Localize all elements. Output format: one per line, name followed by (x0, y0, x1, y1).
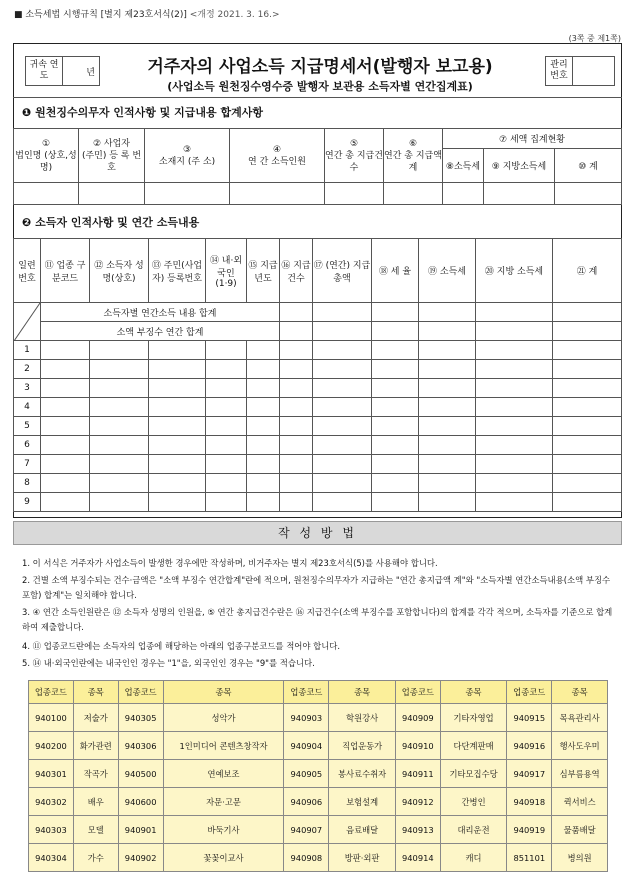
row-number: 5 (14, 417, 41, 436)
row-number: 9 (14, 493, 41, 512)
row-input[interactable] (419, 455, 476, 474)
row-input[interactable] (476, 360, 553, 379)
row-input[interactable] (280, 455, 313, 474)
code-category: 행사도우미 (552, 732, 608, 760)
row-input[interactable] (280, 474, 313, 493)
code-category: 보험설계 (329, 788, 396, 816)
s2-col-name: ⑫ 소득자 성명(상호) (90, 239, 149, 303)
row-input[interactable] (149, 341, 206, 360)
row-input[interactable] (553, 398, 622, 417)
row-input[interactable] (247, 493, 280, 512)
form-title: 거주자의 사업소득 지급명세서(발행자 보고용) (147, 57, 493, 77)
s2-col-income-tax: ⑲ 소득세 (419, 239, 476, 303)
row-input[interactable] (553, 417, 622, 436)
row-input[interactable] (372, 379, 419, 398)
income-row (14, 455, 622, 474)
row-number: 7 (14, 455, 41, 474)
code-category: 저술가 (73, 704, 118, 732)
row-input[interactable] (247, 360, 280, 379)
year-input[interactable]: 년 (63, 57, 100, 86)
code-row (29, 844, 608, 872)
s2-small-sum-label: 소액 부징수 연간 합계 (41, 322, 280, 341)
code-value: 940902 (118, 844, 163, 872)
row-input[interactable] (41, 474, 90, 493)
code-value: 940303 (29, 816, 74, 844)
row-input[interactable] (372, 360, 419, 379)
row-input[interactable] (90, 341, 149, 360)
row-input[interactable] (313, 493, 372, 512)
revision-text: <개정 2021. 3. 16.> (189, 10, 280, 20)
row-input[interactable] (280, 398, 313, 417)
code-value: 940909 (395, 704, 440, 732)
code-value: 940302 (29, 788, 74, 816)
row-input[interactable] (476, 379, 553, 398)
row-input[interactable] (206, 341, 247, 360)
s1-input[interactable] (555, 183, 622, 205)
code-header-cell: 종목 (73, 681, 118, 704)
code-category: 봉사료수취자 (329, 760, 396, 788)
code-value: 940304 (29, 844, 74, 872)
row-input[interactable] (41, 398, 90, 417)
s2-col-serial: 일련 번호 (14, 239, 41, 303)
s1-input[interactable] (79, 183, 145, 205)
row-input[interactable] (247, 341, 280, 360)
s1-col-6: ⑥ 연간 총 지급액 계 (384, 129, 443, 183)
code-value: 851101 (507, 844, 552, 872)
code-value: 940906 (284, 788, 329, 816)
code-category: 바둑기사 (163, 816, 284, 844)
code-header-cell: 업종코드 (118, 681, 163, 704)
code-category: 음료배달 (329, 816, 396, 844)
s2-col-total: ⑰ (연간) 지급총액 (313, 239, 372, 303)
row-input[interactable] (149, 398, 206, 417)
code-category: 자문·고문 (163, 788, 284, 816)
s2-col-id: ⑬ 주민(사업자) 등록번호 (149, 239, 206, 303)
management-number-box (545, 56, 615, 86)
s1-col-3: ③ 소재지 (주 소) (145, 129, 230, 183)
row-input[interactable] (41, 436, 90, 455)
row-input[interactable] (149, 493, 206, 512)
row-input[interactable] (313, 474, 372, 493)
page-indicator: (3쪽 중 제1쪽) (568, 34, 621, 43)
row-input[interactable] (419, 398, 476, 417)
s2-col-nationality: ⑭ 내·외국인 (1·9) (206, 239, 247, 303)
row-input[interactable] (206, 455, 247, 474)
code-category: 심부름용역 (552, 760, 608, 788)
code-row (29, 704, 608, 732)
row-input[interactable] (280, 417, 313, 436)
row-input[interactable] (372, 417, 419, 436)
row-input[interactable] (476, 493, 553, 512)
code-value: 940903 (284, 704, 329, 732)
row-input[interactable] (90, 474, 149, 493)
row-input[interactable] (280, 360, 313, 379)
row-input[interactable] (90, 417, 149, 436)
code-value: 940905 (284, 760, 329, 788)
code-category: 학원강사 (329, 704, 396, 732)
s2-col-biz-code: ⑪ 업종 구분코드 (41, 239, 90, 303)
mgmt-input[interactable] (573, 57, 615, 86)
row-input[interactable] (90, 360, 149, 379)
guide-note-4: 4. ⑪ 업종코드란에는 소득자의 업종에 해당하는 아래의 업종구분코드를 적어야 합니다. (22, 641, 341, 651)
row-number: 8 (14, 474, 41, 493)
code-value: 940301 (29, 760, 74, 788)
code-row (29, 760, 608, 788)
guide-note-1: 1. 이 서식은 거주자가 사업소득이 발생한 경우에만 작성하며, 비거주자는 별지 제23호서식(5)를 사용해야 합니다. (22, 558, 438, 568)
row-input[interactable] (553, 474, 622, 493)
row-input[interactable] (372, 398, 419, 417)
row-input[interactable] (419, 436, 476, 455)
code-header-cell: 업종코드 (507, 681, 552, 704)
row-input[interactable] (90, 455, 149, 474)
s1-tax-group: ⑦ 세액 집계현황 (443, 129, 622, 149)
code-header-cell: 종목 (552, 681, 608, 704)
row-input[interactable] (280, 493, 313, 512)
row-input[interactable] (419, 379, 476, 398)
row-input[interactable] (476, 474, 553, 493)
row-input[interactable] (149, 436, 206, 455)
row-input[interactable] (149, 417, 206, 436)
section2-title: ❷ 소득자 인적사항 및 연간 소득내용 (22, 216, 200, 229)
code-category: 간병인 (440, 788, 507, 816)
code-value: 940305 (118, 704, 163, 732)
code-category: 직업운동가 (329, 732, 396, 760)
row-input[interactable] (247, 398, 280, 417)
code-category: 1인미디어 콘텐츠창작자 (163, 732, 284, 760)
code-row (29, 788, 608, 816)
business-code-table (28, 680, 608, 872)
row-input[interactable] (149, 379, 206, 398)
code-header-cell: 업종코드 (284, 681, 329, 704)
row-input[interactable] (280, 436, 313, 455)
row-input[interactable] (149, 360, 206, 379)
row-input[interactable] (372, 436, 419, 455)
row-input[interactable] (280, 379, 313, 398)
income-row (14, 341, 622, 360)
code-value: 940917 (507, 760, 552, 788)
row-input[interactable] (41, 493, 90, 512)
row-input[interactable] (247, 417, 280, 436)
row-input[interactable] (372, 341, 419, 360)
row-number: 6 (14, 436, 41, 455)
row-input[interactable] (553, 436, 622, 455)
row-input[interactable] (41, 360, 90, 379)
code-category: 꽃꽂이교사 (163, 844, 284, 872)
s1-col-2: ② 사업자 (주민) 등 록 번 호 (79, 129, 145, 183)
code-category: 가수 (73, 844, 118, 872)
row-input[interactable] (247, 474, 280, 493)
code-value: 940910 (395, 732, 440, 760)
s2-sum-row-label: 소득자별 연간소득 내용 합계 (41, 303, 280, 322)
s1-col-5: ⑤ 연간 총 지급건수 (325, 129, 384, 183)
code-category: 다단계판매 (440, 732, 507, 760)
code-row (29, 732, 608, 760)
row-input[interactable] (313, 398, 372, 417)
row-input[interactable] (206, 360, 247, 379)
guide-note-2: 2. 건별 소액 부징수되는 건수·금액은 "소액 부징수 연간합계"란에 적으며, 원천징수의무자가 지급하는 "연간 총지급액 계"와 "소득자별 연간소득내용(소액 부징수 포함) 합계"는 일치해야 합니다. (22, 575, 611, 600)
section2-table (13, 238, 622, 512)
code-category: 연예보조 (163, 760, 284, 788)
row-input[interactable] (247, 455, 280, 474)
row-input[interactable] (313, 379, 372, 398)
s2-col-year: ⑮ 지급 년도 (247, 239, 280, 303)
row-input[interactable] (41, 341, 90, 360)
code-header-cell: 업종코드 (395, 681, 440, 704)
code-value: 940907 (284, 816, 329, 844)
row-input[interactable] (372, 474, 419, 493)
form-law-reference (14, 7, 279, 20)
row-input[interactable] (206, 398, 247, 417)
s1-input[interactable] (325, 183, 384, 205)
code-value: 940912 (395, 788, 440, 816)
diagonal-line (14, 303, 40, 341)
row-input[interactable] (419, 417, 476, 436)
row-input[interactable] (476, 398, 553, 417)
code-category: 작곡가 (73, 760, 118, 788)
s2-col-local-tax: ⑳ 지방 소득세 (476, 239, 553, 303)
code-category: 화가관련 (73, 732, 118, 760)
code-category: 목욕관리사 (552, 704, 608, 732)
code-category: 방판·외판 (329, 844, 396, 872)
code-value: 940306 (118, 732, 163, 760)
row-input[interactable] (553, 360, 622, 379)
row-input[interactable] (553, 455, 622, 474)
row-number: 4 (14, 398, 41, 417)
row-input[interactable] (149, 455, 206, 474)
code-header-cell: 업종코드 (29, 681, 74, 704)
row-input[interactable] (90, 436, 149, 455)
row-input[interactable] (149, 474, 206, 493)
row-input[interactable] (313, 455, 372, 474)
row-input[interactable] (476, 341, 553, 360)
s1-input[interactable] (443, 183, 484, 205)
income-row (14, 436, 622, 455)
row-input[interactable] (372, 493, 419, 512)
s1-input[interactable] (230, 183, 325, 205)
row-input[interactable] (476, 417, 553, 436)
row-input[interactable] (41, 455, 90, 474)
code-value: 940200 (29, 732, 74, 760)
s1-tax-col-income: ⑧소득세 (443, 149, 484, 183)
s1-input[interactable] (14, 183, 79, 205)
income-row (14, 379, 622, 398)
code-value: 940915 (507, 704, 552, 732)
code-row (29, 816, 608, 844)
s1-col-1: ① 법인명 (상호,성명) (14, 129, 79, 183)
s1-col-4: ④ 연 간 소득인원 (230, 129, 325, 183)
income-row (14, 398, 622, 417)
code-category: 물품배달 (552, 816, 608, 844)
code-category: 대리운전 (440, 816, 507, 844)
row-input[interactable] (313, 341, 372, 360)
guide-title: 작 성 방 법 (13, 521, 622, 545)
s2-col-count: ⑯ 지급 건수 (280, 239, 313, 303)
row-input[interactable] (553, 341, 622, 360)
row-input[interactable] (419, 474, 476, 493)
s1-input[interactable] (384, 183, 443, 205)
code-value: 940901 (118, 816, 163, 844)
row-input[interactable] (553, 493, 622, 512)
row-input[interactable] (372, 455, 419, 474)
code-category: 기타모집수당 (440, 760, 507, 788)
row-input[interactable] (476, 436, 553, 455)
code-header-cell: 종목 (163, 681, 284, 704)
code-category: 배우 (73, 788, 118, 816)
code-category: 모델 (73, 816, 118, 844)
row-input[interactable] (206, 474, 247, 493)
year-label: 귀속 연도 (26, 57, 63, 86)
s1-tax-col-total: ⑩ 계 (555, 149, 622, 183)
row-input[interactable] (280, 341, 313, 360)
code-value: 940600 (118, 788, 163, 816)
code-category: 성악가 (163, 704, 284, 732)
code-value: 940916 (507, 732, 552, 760)
row-input[interactable] (90, 379, 149, 398)
row-input[interactable] (247, 436, 280, 455)
code-value: 940908 (284, 844, 329, 872)
income-row (14, 417, 622, 436)
s1-input[interactable] (145, 183, 230, 205)
row-input[interactable] (553, 379, 622, 398)
guide-note-3: 3. ④ 연간 소득인원란은 ⑫ 소득자 성명의 인원을, ⑤ 연간 총지급건수란은 ⑯ 지급건수(소액 부징수를 포함합니다)의 합계를 각각 적으며, 소득자를 기준으로 합계하여 제출합니다. (22, 607, 613, 632)
s1-input[interactable] (484, 183, 555, 205)
row-number: 2 (14, 360, 41, 379)
code-header-cell: 종목 (440, 681, 507, 704)
row-input[interactable] (206, 417, 247, 436)
code-value: 940914 (395, 844, 440, 872)
code-category: 기타자영업 (440, 704, 507, 732)
row-input[interactable] (419, 360, 476, 379)
row-input[interactable] (90, 398, 149, 417)
code-header-cell: 종목 (329, 681, 396, 704)
s1-tax-col-local: ⑨ 지방소득세 (484, 149, 555, 183)
row-input[interactable] (476, 455, 553, 474)
section1-title: ❶ 원천징수의무자 인적사항 및 지급내용 합계사항 (22, 106, 263, 119)
row-input[interactable] (41, 417, 90, 436)
s2-col-sum: ㉑ 계 (553, 239, 622, 303)
guide-note-5: 5. ⑭ 내·외국인란에는 내국인인 경우는 "1"을, 외국인인 경우는 "9"를 적습니다. (22, 658, 315, 668)
income-row (14, 360, 622, 379)
s2-diagonal-cell (14, 303, 41, 341)
code-value: 940904 (284, 732, 329, 760)
code-category: 병의원 (552, 844, 608, 872)
code-value: 940100 (29, 704, 74, 732)
row-input[interactable] (313, 436, 372, 455)
row-input[interactable] (206, 493, 247, 512)
section1-table (13, 128, 622, 205)
row-input[interactable] (41, 379, 90, 398)
form-subtitle: (사업소득 원천징수영수증 발행자 보관용 소득자별 연간집계표) (167, 80, 473, 93)
code-value: 940918 (507, 788, 552, 816)
row-number: 3 (14, 379, 41, 398)
row-input[interactable] (90, 493, 149, 512)
code-value: 940911 (395, 760, 440, 788)
law-text: ■ 소득세법 시행규칙 [별지 제23호서식(2)] (14, 10, 187, 20)
row-input[interactable] (206, 436, 247, 455)
s2-col-rate: ⑱ 세 율 (372, 239, 419, 303)
code-value: 940500 (118, 760, 163, 788)
row-number: 1 (14, 341, 41, 360)
row-input[interactable] (419, 341, 476, 360)
income-row (14, 493, 622, 512)
mgmt-label: 관리 번호 (546, 57, 573, 86)
row-input[interactable] (313, 417, 372, 436)
code-category: 캐디 (440, 844, 507, 872)
code-header-row (29, 681, 608, 704)
code-category: 퀵서비스 (552, 788, 608, 816)
year-box (25, 56, 100, 86)
row-input[interactable] (419, 493, 476, 512)
row-input[interactable] (247, 379, 280, 398)
code-value: 940913 (395, 816, 440, 844)
row-input[interactable] (206, 379, 247, 398)
row-input[interactable] (313, 360, 372, 379)
code-value: 940919 (507, 816, 552, 844)
income-row (14, 474, 622, 493)
